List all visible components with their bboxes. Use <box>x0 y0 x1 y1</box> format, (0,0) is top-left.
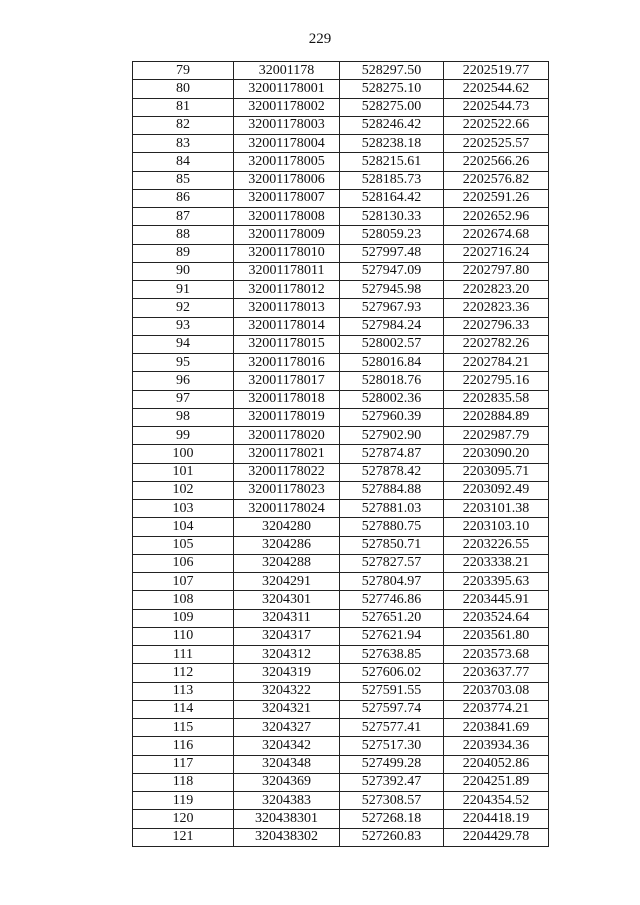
point-id-cell: 3204317 <box>234 627 340 645</box>
row-index-cell: 87 <box>133 208 234 226</box>
y-coordinate-cell: 2203101.38 <box>444 500 549 518</box>
y-coordinate-cell: 2202525.57 <box>444 135 549 153</box>
y-coordinate-cell: 2202782.26 <box>444 335 549 353</box>
y-coordinate-cell: 2202835.58 <box>444 390 549 408</box>
row-index-cell: 113 <box>133 682 234 700</box>
y-coordinate-cell: 2203226.55 <box>444 536 549 554</box>
x-coordinate-cell: 527621.94 <box>340 627 444 645</box>
x-coordinate-cell: 527597.74 <box>340 700 444 718</box>
table-row <box>133 135 549 153</box>
y-coordinate-cell: 2202591.26 <box>444 189 549 207</box>
row-index-cell: 88 <box>133 226 234 244</box>
table-row <box>133 262 549 280</box>
row-index-cell: 98 <box>133 408 234 426</box>
row-index-cell: 100 <box>133 445 234 463</box>
row-index-cell: 114 <box>133 700 234 718</box>
row-index-cell: 110 <box>133 627 234 645</box>
y-coordinate-cell: 2204251.89 <box>444 773 549 791</box>
row-index-cell: 105 <box>133 536 234 554</box>
table-row <box>133 554 549 572</box>
table-row <box>133 281 549 299</box>
table-row <box>133 755 549 773</box>
point-id-cell: 32001178015 <box>234 335 340 353</box>
y-coordinate-cell: 2202823.36 <box>444 299 549 317</box>
point-id-cell: 32001178012 <box>234 281 340 299</box>
x-coordinate-cell: 528002.36 <box>340 390 444 408</box>
table-row <box>133 335 549 353</box>
x-coordinate-cell: 527850.71 <box>340 536 444 554</box>
row-index-cell: 84 <box>133 153 234 171</box>
row-index-cell: 111 <box>133 646 234 664</box>
table-body <box>133 62 549 847</box>
y-coordinate-cell: 2202566.26 <box>444 153 549 171</box>
table-row <box>133 62 549 80</box>
row-index-cell: 89 <box>133 244 234 262</box>
x-coordinate-cell: 528185.73 <box>340 171 444 189</box>
x-coordinate-cell: 527884.88 <box>340 481 444 499</box>
table-row <box>133 737 549 755</box>
row-index-cell: 109 <box>133 609 234 627</box>
table-row <box>133 609 549 627</box>
table-row <box>133 627 549 645</box>
y-coordinate-cell: 2202797.80 <box>444 262 549 280</box>
x-coordinate-cell: 527880.75 <box>340 518 444 536</box>
row-index-cell: 82 <box>133 116 234 134</box>
point-id-cell: 32001178009 <box>234 226 340 244</box>
y-coordinate-cell: 2203637.77 <box>444 664 549 682</box>
y-coordinate-cell: 2204418.19 <box>444 810 549 828</box>
x-coordinate-cell: 527577.41 <box>340 719 444 737</box>
point-id-cell: 32001178004 <box>234 135 340 153</box>
table-row <box>133 171 549 189</box>
table-row <box>133 646 549 664</box>
point-id-cell: 32001178003 <box>234 116 340 134</box>
row-index-cell: 96 <box>133 372 234 390</box>
x-coordinate-cell: 528246.42 <box>340 116 444 134</box>
y-coordinate-cell: 2204052.86 <box>444 755 549 773</box>
x-coordinate-cell: 527746.86 <box>340 591 444 609</box>
y-coordinate-cell: 2202674.68 <box>444 226 549 244</box>
point-id-cell: 32001178017 <box>234 372 340 390</box>
table-row <box>133 573 549 591</box>
row-index-cell: 93 <box>133 317 234 335</box>
table-row <box>133 445 549 463</box>
table-row <box>133 317 549 335</box>
point-id-cell: 3204321 <box>234 700 340 718</box>
table-row <box>133 536 549 554</box>
point-id-cell: 320438302 <box>234 828 340 846</box>
x-coordinate-cell: 528130.33 <box>340 208 444 226</box>
row-index-cell: 106 <box>133 554 234 572</box>
row-index-cell: 81 <box>133 98 234 116</box>
y-coordinate-cell: 2202519.77 <box>444 62 549 80</box>
x-coordinate-cell: 528016.84 <box>340 354 444 372</box>
y-coordinate-cell: 2202544.73 <box>444 98 549 116</box>
x-coordinate-cell: 527308.57 <box>340 792 444 810</box>
y-coordinate-cell: 2203573.68 <box>444 646 549 664</box>
point-id-cell: 32001178001 <box>234 80 340 98</box>
table-row <box>133 408 549 426</box>
y-coordinate-cell: 2203445.91 <box>444 591 549 609</box>
table-row <box>133 372 549 390</box>
x-coordinate-cell: 528275.10 <box>340 80 444 98</box>
row-index-cell: 118 <box>133 773 234 791</box>
point-id-cell: 32001178020 <box>234 427 340 445</box>
table-row <box>133 591 549 609</box>
table-row <box>133 80 549 98</box>
x-coordinate-cell: 528002.57 <box>340 335 444 353</box>
point-id-cell: 32001178002 <box>234 98 340 116</box>
row-index-cell: 117 <box>133 755 234 773</box>
point-id-cell: 32001178013 <box>234 299 340 317</box>
y-coordinate-cell: 2202544.62 <box>444 80 549 98</box>
table-row <box>133 500 549 518</box>
point-id-cell: 32001178008 <box>234 208 340 226</box>
point-id-cell: 3204312 <box>234 646 340 664</box>
point-id-cell: 3204342 <box>234 737 340 755</box>
y-coordinate-cell: 2203774.21 <box>444 700 549 718</box>
point-id-cell: 3204383 <box>234 792 340 810</box>
row-index-cell: 94 <box>133 335 234 353</box>
coordinates-table <box>132 61 549 847</box>
x-coordinate-cell: 528297.50 <box>340 62 444 80</box>
x-coordinate-cell: 527606.02 <box>340 664 444 682</box>
point-id-cell: 3204369 <box>234 773 340 791</box>
row-index-cell: 101 <box>133 463 234 481</box>
table-row <box>133 226 549 244</box>
table-row <box>133 354 549 372</box>
point-id-cell: 32001178022 <box>234 463 340 481</box>
x-coordinate-cell: 527881.03 <box>340 500 444 518</box>
row-index-cell: 79 <box>133 62 234 80</box>
point-id-cell: 3204348 <box>234 755 340 773</box>
x-coordinate-cell: 527268.18 <box>340 810 444 828</box>
table-row <box>133 463 549 481</box>
x-coordinate-cell: 527967.93 <box>340 299 444 317</box>
table-row <box>133 828 549 846</box>
point-id-cell: 32001178021 <box>234 445 340 463</box>
table-row <box>133 682 549 700</box>
y-coordinate-cell: 2202576.82 <box>444 171 549 189</box>
row-index-cell: 80 <box>133 80 234 98</box>
y-coordinate-cell: 2202796.33 <box>444 317 549 335</box>
row-index-cell: 119 <box>133 792 234 810</box>
x-coordinate-cell: 527878.42 <box>340 463 444 481</box>
row-index-cell: 121 <box>133 828 234 846</box>
row-index-cell: 120 <box>133 810 234 828</box>
table-row <box>133 664 549 682</box>
y-coordinate-cell: 2203090.20 <box>444 445 549 463</box>
table-row <box>133 208 549 226</box>
row-index-cell: 83 <box>133 135 234 153</box>
y-coordinate-cell: 2202884.89 <box>444 408 549 426</box>
row-index-cell: 112 <box>133 664 234 682</box>
point-id-cell: 32001178 <box>234 62 340 80</box>
y-coordinate-cell: 2203338.21 <box>444 554 549 572</box>
point-id-cell: 3204319 <box>234 664 340 682</box>
x-coordinate-cell: 528275.00 <box>340 98 444 116</box>
point-id-cell: 32001178018 <box>234 390 340 408</box>
y-coordinate-cell: 2203092.49 <box>444 481 549 499</box>
point-id-cell: 3204311 <box>234 609 340 627</box>
x-coordinate-cell: 527499.28 <box>340 755 444 773</box>
point-id-cell: 3204286 <box>234 536 340 554</box>
row-index-cell: 108 <box>133 591 234 609</box>
point-id-cell: 320438301 <box>234 810 340 828</box>
row-index-cell: 107 <box>133 573 234 591</box>
row-index-cell: 85 <box>133 171 234 189</box>
table-row <box>133 518 549 536</box>
y-coordinate-cell: 2203095.71 <box>444 463 549 481</box>
point-id-cell: 3204301 <box>234 591 340 609</box>
y-coordinate-cell: 2203561.80 <box>444 627 549 645</box>
row-index-cell: 97 <box>133 390 234 408</box>
table-row <box>133 481 549 499</box>
row-index-cell: 116 <box>133 737 234 755</box>
x-coordinate-cell: 527945.98 <box>340 281 444 299</box>
row-index-cell: 103 <box>133 500 234 518</box>
point-id-cell: 32001178024 <box>234 500 340 518</box>
x-coordinate-cell: 527591.55 <box>340 682 444 700</box>
y-coordinate-cell: 2202784.21 <box>444 354 549 372</box>
y-coordinate-cell: 2202987.79 <box>444 427 549 445</box>
x-coordinate-cell: 528238.18 <box>340 135 444 153</box>
point-id-cell: 3204280 <box>234 518 340 536</box>
point-id-cell: 3204327 <box>234 719 340 737</box>
x-coordinate-cell: 527827.57 <box>340 554 444 572</box>
y-coordinate-cell: 2202716.24 <box>444 244 549 262</box>
point-id-cell: 32001178005 <box>234 153 340 171</box>
row-index-cell: 90 <box>133 262 234 280</box>
point-id-cell: 32001178016 <box>234 354 340 372</box>
y-coordinate-cell: 2204354.52 <box>444 792 549 810</box>
x-coordinate-cell: 527997.48 <box>340 244 444 262</box>
x-coordinate-cell: 527392.47 <box>340 773 444 791</box>
table-row <box>133 810 549 828</box>
point-id-cell: 32001178023 <box>234 481 340 499</box>
table-row <box>133 390 549 408</box>
x-coordinate-cell: 527517.30 <box>340 737 444 755</box>
x-coordinate-cell: 527902.90 <box>340 427 444 445</box>
y-coordinate-cell: 2204429.78 <box>444 828 549 846</box>
table-row <box>133 244 549 262</box>
x-coordinate-cell: 527651.20 <box>340 609 444 627</box>
row-index-cell: 115 <box>133 719 234 737</box>
point-id-cell: 3204322 <box>234 682 340 700</box>
table-row <box>133 773 549 791</box>
table-row <box>133 719 549 737</box>
point-id-cell: 32001178014 <box>234 317 340 335</box>
x-coordinate-cell: 527260.83 <box>340 828 444 846</box>
x-coordinate-cell: 528215.61 <box>340 153 444 171</box>
y-coordinate-cell: 2203524.64 <box>444 609 549 627</box>
x-coordinate-cell: 528059.23 <box>340 226 444 244</box>
y-coordinate-cell: 2202522.66 <box>444 116 549 134</box>
table-row <box>133 153 549 171</box>
y-coordinate-cell: 2202795.16 <box>444 372 549 390</box>
point-id-cell: 32001178006 <box>234 171 340 189</box>
table-row <box>133 700 549 718</box>
row-index-cell: 102 <box>133 481 234 499</box>
x-coordinate-cell: 528018.76 <box>340 372 444 390</box>
x-coordinate-cell: 527638.85 <box>340 646 444 664</box>
x-coordinate-cell: 528164.42 <box>340 189 444 207</box>
table-row <box>133 299 549 317</box>
table-row <box>133 189 549 207</box>
point-id-cell: 32001178011 <box>234 262 340 280</box>
point-id-cell: 3204291 <box>234 573 340 591</box>
table-row <box>133 792 549 810</box>
y-coordinate-cell: 2203703.08 <box>444 682 549 700</box>
row-index-cell: 92 <box>133 299 234 317</box>
y-coordinate-cell: 2203841.69 <box>444 719 549 737</box>
point-id-cell: 3204288 <box>234 554 340 572</box>
row-index-cell: 86 <box>133 189 234 207</box>
row-index-cell: 91 <box>133 281 234 299</box>
table-row <box>133 116 549 134</box>
table-row <box>133 427 549 445</box>
x-coordinate-cell: 527947.09 <box>340 262 444 280</box>
point-id-cell: 32001178010 <box>234 244 340 262</box>
row-index-cell: 95 <box>133 354 234 372</box>
row-index-cell: 99 <box>133 427 234 445</box>
table-row <box>133 98 549 116</box>
row-index-cell: 104 <box>133 518 234 536</box>
y-coordinate-cell: 2202652.96 <box>444 208 549 226</box>
x-coordinate-cell: 527984.24 <box>340 317 444 335</box>
y-coordinate-cell: 2203103.10 <box>444 518 549 536</box>
page-number: 229 <box>308 31 332 47</box>
x-coordinate-cell: 527874.87 <box>340 445 444 463</box>
y-coordinate-cell: 2203395.63 <box>444 573 549 591</box>
y-coordinate-cell: 2203934.36 <box>444 737 549 755</box>
x-coordinate-cell: 527804.97 <box>340 573 444 591</box>
point-id-cell: 32001178007 <box>234 189 340 207</box>
y-coordinate-cell: 2202823.20 <box>444 281 549 299</box>
point-id-cell: 32001178019 <box>234 408 340 426</box>
x-coordinate-cell: 527960.39 <box>340 408 444 426</box>
